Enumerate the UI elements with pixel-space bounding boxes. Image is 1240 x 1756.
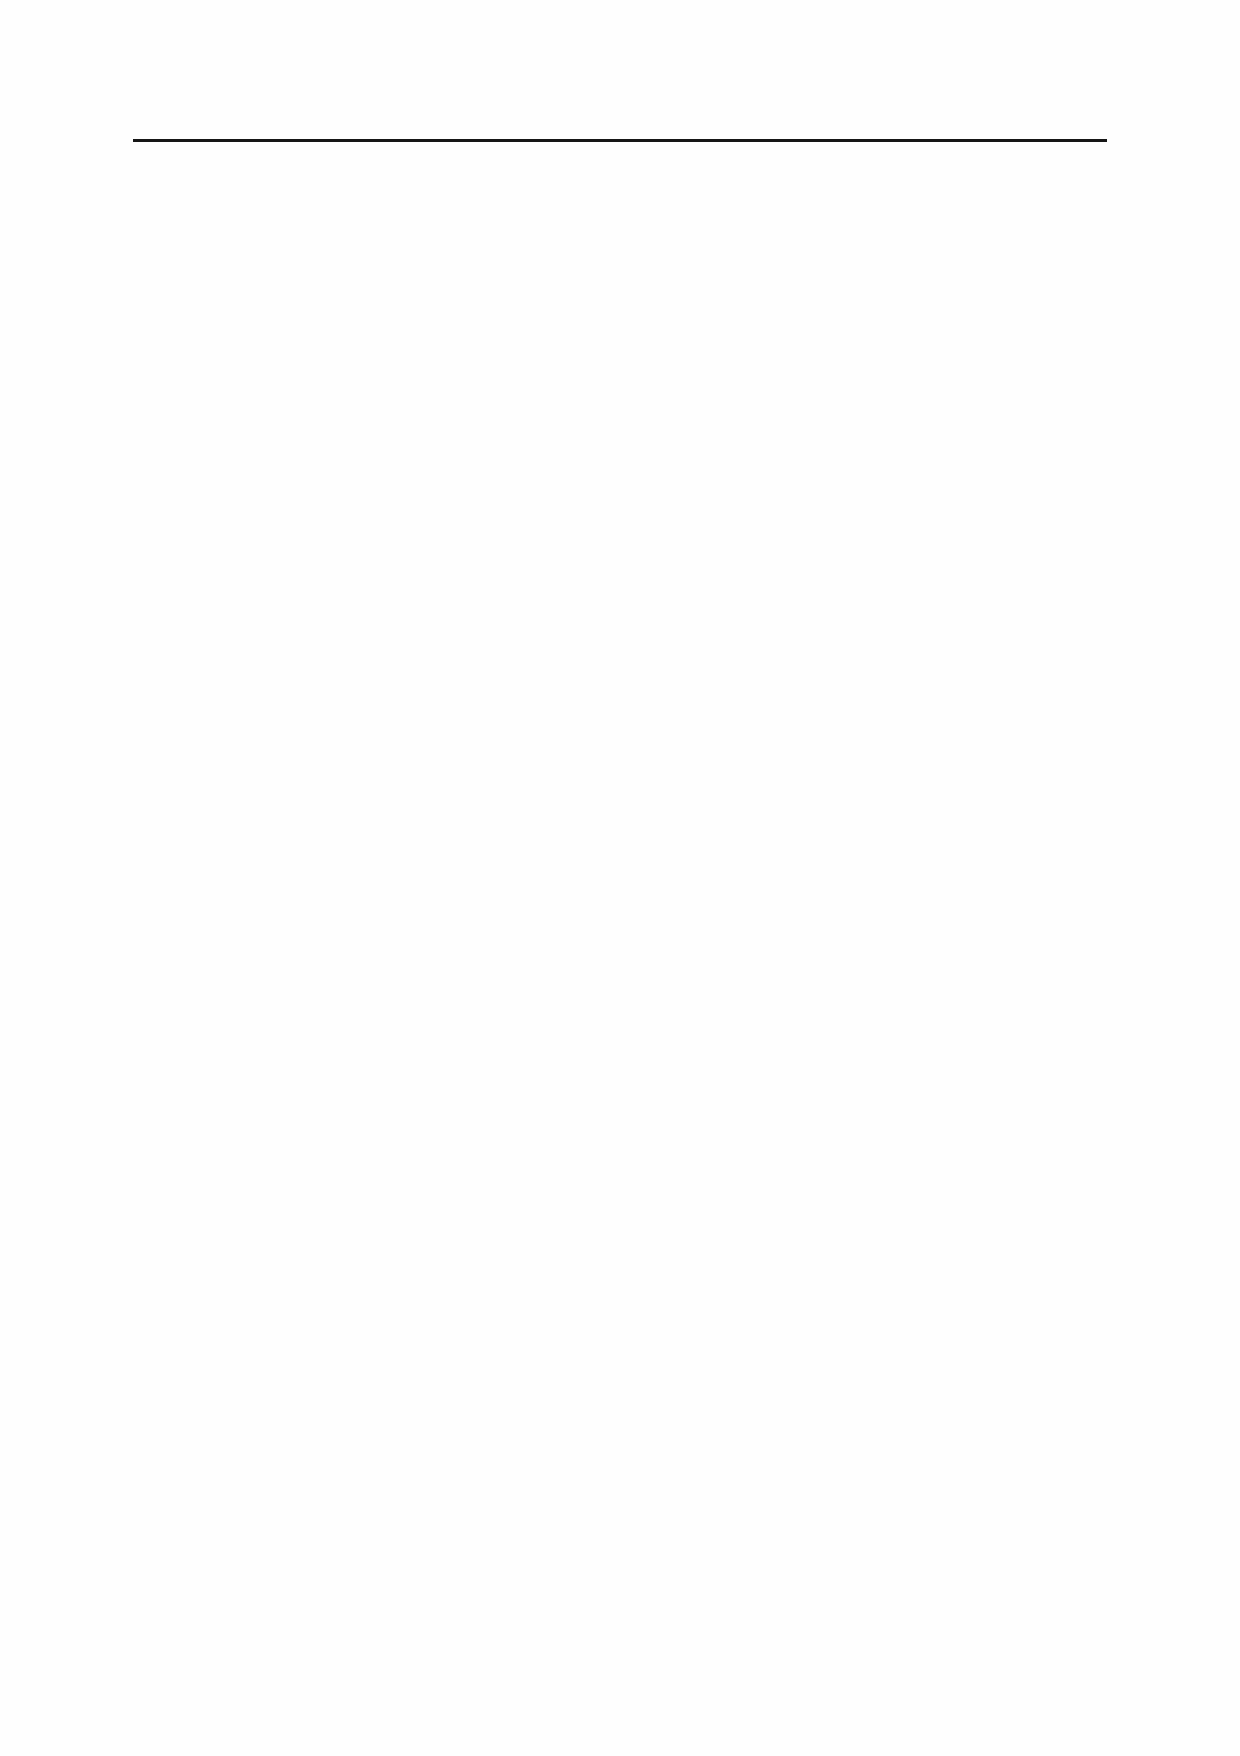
figure-holiday-benefits	[313, 205, 990, 710]
holiday-benefits-photo	[313, 205, 990, 710]
red-annotation-marks	[1145, 740, 1240, 1030]
header-rule	[133, 139, 1107, 142]
